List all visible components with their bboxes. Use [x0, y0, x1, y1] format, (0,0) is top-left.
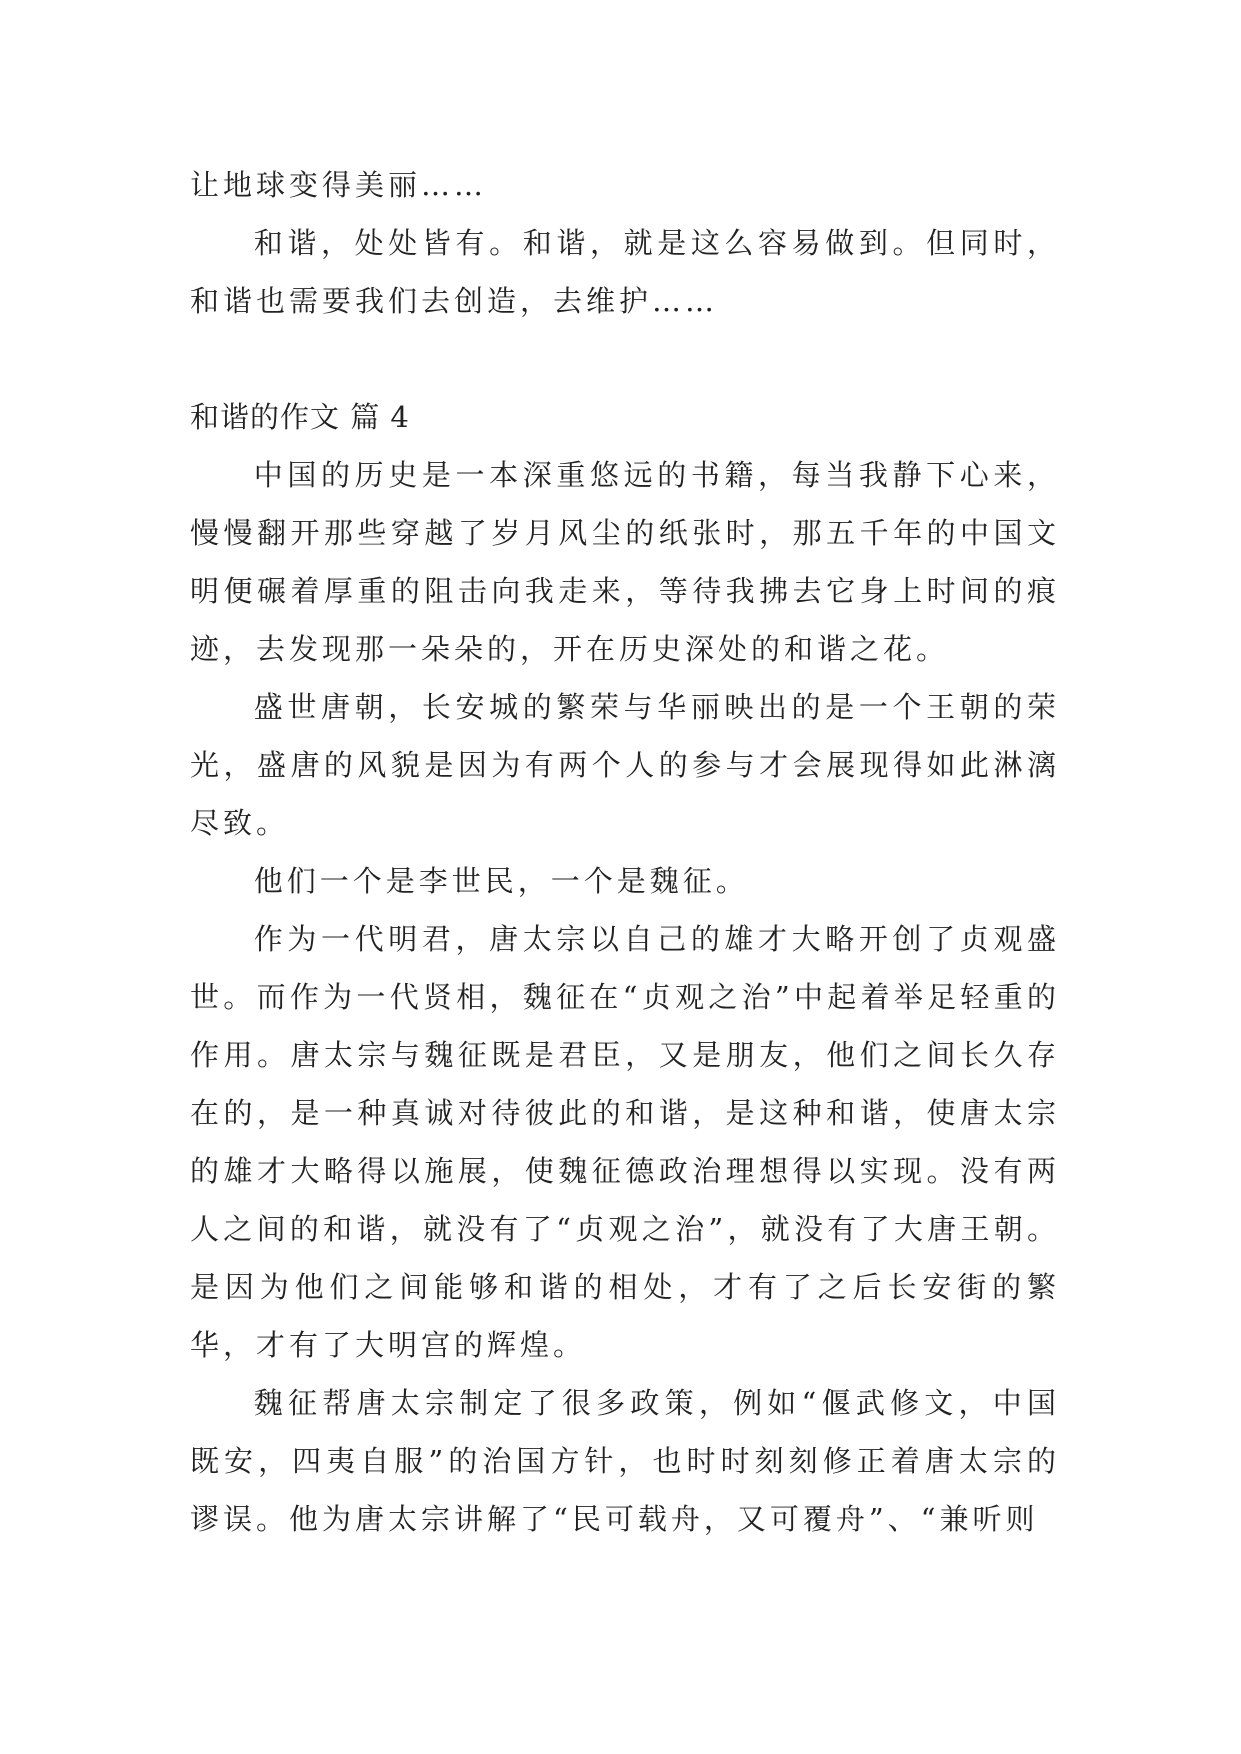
- paragraph: 盛世唐朝，长安城的繁荣与华丽映出的是一个王朝的荣光，盛唐的风貌是因为有两个人的参与才会展现得如此淋漓尽致。: [190, 690, 1060, 840]
- paragraph-continuation: 让地球变得美丽……: [190, 168, 488, 202]
- section-heading: 和谐的作文 篇 4: [190, 400, 410, 434]
- paragraph: 魏征帮唐太宗制定了很多政策，例如“偃武修文，中国既安，四夷自服”的治国方针，也时时刻刻修正着唐太宗的谬误。他为唐太宗讲解了“民可载舟，又可覆舟”、“兼听则: [190, 1386, 1060, 1536]
- paragraph: 和谐，处处皆有。和谐，就是这么容易做到。但同时，和谐也需要我们去创造，去维护……: [190, 226, 1060, 318]
- document-body: [190, 156, 1060, 1548]
- section-spacer: [190, 330, 1060, 388]
- paragraph: 作为一代明君，唐太宗以自己的雄才大略开创了贞观盛世。而作为一代贤相，魏征在“贞观之治”中起着举足轻重的作用。唐太宗与魏征既是君臣，又是朋友，他们之间长久存在的，是一种真诚对待彼此的和谐，是这种和谐，使唐太宗的雄才大略得以施展，使魏征德政治理想得以实现。没有两人之间的和谐，就没有了“贞观之治”，就没有了大唐王朝。是因为他们之间能够和谐的相处，才有了之后长安街的繁华，才有了大明宫的辉煌。: [190, 922, 1060, 1362]
- paragraph: 他们一个是李世民，一个是魏征。: [253, 864, 749, 898]
- paragraph: 中国的历史是一本深重悠远的书籍，每当我静下心来，慢慢翻开那些穿越了岁月风尘的纸张时，那五千年的中国文明便碾着厚重的阻击向我走来，等待我拂去它身上时间的痕迹，去发现那一朵朵的，开在历史深处的和谐之花。: [190, 458, 1060, 666]
